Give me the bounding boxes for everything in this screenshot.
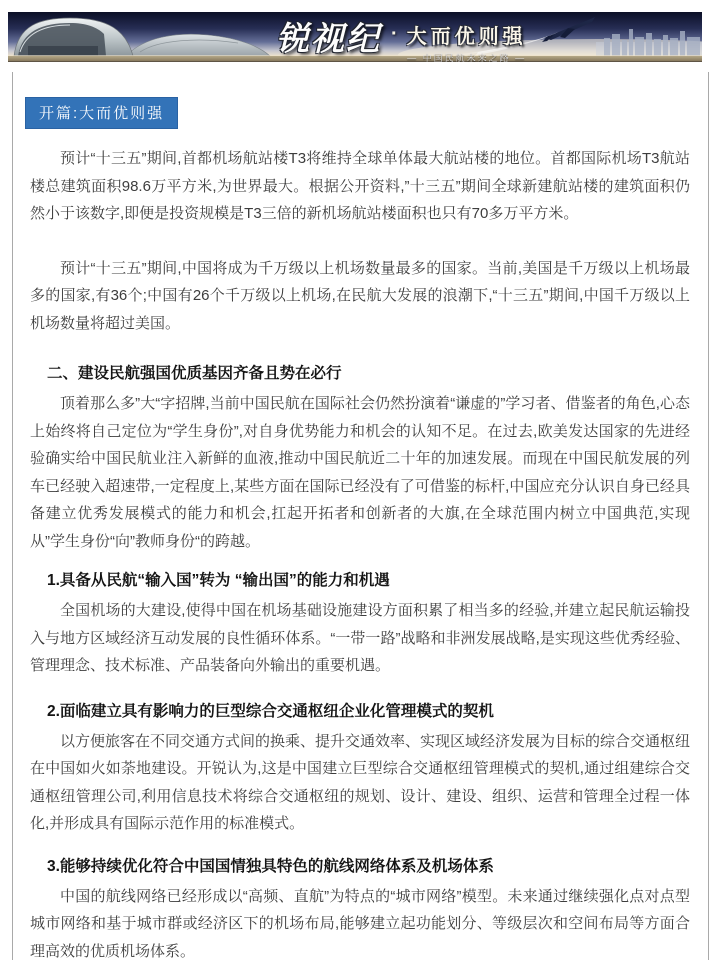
banner-logo: 锐视纪 xyxy=(276,13,381,60)
paragraph-route-network: 中国的航线网络已经形成以“高频、直航”为特点的“城市网络”模型。未来通过继续强化点对点型城市网络和基于城市群或经济区下的机场布局,能够建立起功能划分、等级层次和空间布局等方面合理高效的优质机场体系。 xyxy=(30,883,690,965)
heading-section-2: 二、建设民航强国优质基因齐备且势在必行 xyxy=(30,360,690,387)
banner-subtitle: — 中国民航未来之路 — xyxy=(407,51,527,62)
heading-sub-2: 2.面临建立具有影响力的巨型综合交通枢纽企业化管理模式的契机 xyxy=(30,698,690,725)
banner-text xyxy=(276,13,527,62)
paragraph-student-to-teacher: 顶着那么多”大“字招牌,当前中国民航在国际社会仍然扮演着“谦虚的”学习者、借鉴者的角色,心态上始终将自己定位为“学生身份”,对自身优势能力和机会的认知不足。在过去,欧美发达国家的先进经验确实给中国民航业注入新鲜的血液,推动中国民航近二十年的加速发展。而现在中国民航发展的列车已经驶入超速带,一定程度上,某些方面在国际已经没有了可借鉴的标杆,中国应充分认识自身已经具备建立优秀发展模式的能力和机会,扛起开拓者和创新者的大旗,在全球范围内树立中国典范,实现从”学生身份“向”教师身份“的跨越。 xyxy=(30,390,690,555)
heading-sub-1: 1.具备从民航“输入国”转为 “输出国”的能力和机遇 xyxy=(30,567,690,594)
header-banner xyxy=(8,12,702,62)
banner-slogan: 大而优则强 xyxy=(407,20,527,49)
section-badge: 开篇:大而优则强 xyxy=(25,97,178,129)
banner-separator-dot: · xyxy=(391,13,398,46)
article-body xyxy=(0,145,720,965)
banner-title-block xyxy=(407,13,527,62)
paragraph-airport-count: 预计“十三五”期间,中国将成为千万级以上机场数量最多的国家。当前,美国是千万级以上机场最多的国家,有36个;中国有26个千万级以上机场,在民航大发展的浪潮下,“十三五”期间,中国千万级以上机场数量将超过美国。 xyxy=(30,255,690,338)
paragraph-export-capability: 全国机场的大建设,使得中国在机场基础设施建设方面积累了相当多的经验,并建立起民航运输投入与地方区域经济互动发展的良性循环体系。“一带一路”战略和非洲发展战略,是实现这些优秀经验、管理理念、技术标准、产品装备向外输出的重要机遇。 xyxy=(30,597,690,680)
paragraph-transport-hub: 以方便旅客在不同交通方式间的换乘、提升交通效率、实现区域经济发展为目标的综合交通枢纽在中国如火如荼地建设。开锐认为,这是中国建立巨型综合交通枢纽管理模式的契机,通过组建综合交通枢纽管理公司,利用信息技术将综合交通枢纽的规划、设计、建设、组织、运营和管理全过程一体化,并形成具有国际示范作用的标准模式。 xyxy=(30,728,690,838)
paragraph-t3-terminal: 预计“十三五”期间,首都机场航站楼T3将维持全球单体最大航站楼的地位。首都国际机场T3航站楼总建筑面积98.6万平方米,为世界最大。根据公开资料,”十三五”期间全球新建航站楼的建筑面积仍然小于该数字,即便是投资规模是T3三倍的新机场航站楼面积也只有70多万平方米。 xyxy=(30,145,690,228)
heading-sub-3: 3.能够持续优化符合中国国情独具特色的航线网络体系及机场体系 xyxy=(30,853,690,880)
